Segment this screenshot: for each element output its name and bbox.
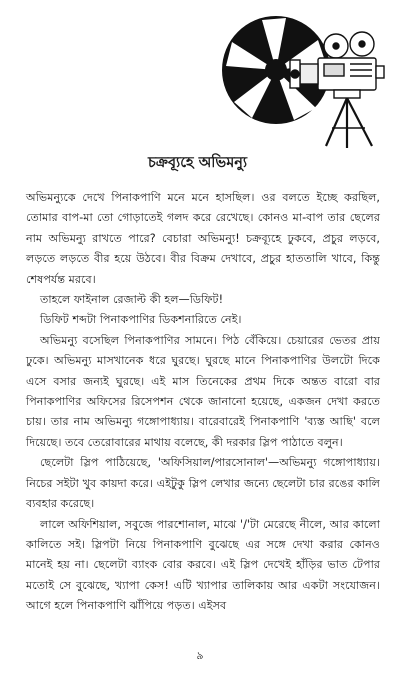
paragraph: অভিমন্যুকে দেখে পিনাকপাণি মনে মনে হাসছিল। ওর বলতে ইচ্ছে করছিল, তোমার বাপ-মা তো গোড়াতেই গলদ করে রেখেছে। কোনও মা-বাপ তার ছেলের নাম অভিমন্যু রাখতে পারে? বেচারা অভিমন্যু! চক্রব্যূহে ঢুকবে, প্রচুর লড়বে, লড়তে লড়তে বীর হয়ে উঠবে। বীর বিক্রম দেখাবে, প্রচুর হাততালি খাবে, কিন্তু শেষপর্যন্ত মরবে। xyxy=(26,191,380,286)
page-number: ৯ xyxy=(196,649,204,662)
camera-aperture-illustration xyxy=(222,10,388,150)
paragraph: লালে অফিশিয়াল, সবুজে পারশোনাল, মাঝে '/'টা মেরেছে নীলে, আর কালো কালিতে সই। স্লিপটা নিয়ে পিনাকপাণি বুঝেছে এর সঙ্গে দেখা করার কোনও মানেই হয় না। ছেলেটা ব্যাংক বোর করবে। এই স্লিপ দেখেই হাঁড়ির ভাত টেপার মতোই সে বুঝেছে, খ্যাপা কেস! এটি খ্যাপার তালিকায় আর একটা সংযোজন। আগে হলে পিনাকপাণি ঝাঁপিয়ে পড়ত। এইসব xyxy=(26,517,380,613)
paragraph: ছেলেটা স্লিপ পাঠিয়েছে, 'অফিসিয়াল/পারসোনাল'—অভিমন্যু গঙ্গোপাধ্যায়। নিচের সইটা খুব কায়দা করে। এইটুকু স্লিপ লেখার জন্যে ছেলেটা চার রঙের কালি ব্যবহার করেছে। xyxy=(26,456,380,511)
paragraph: ডিফিট শব্দটা পিনাকপাণির ডিকশনারিতে নেই। xyxy=(40,313,242,327)
chapter-title: চক্রব্যূহে অভিমন্যু xyxy=(148,155,248,171)
paragraph: তাহলে ফাইনাল রেজাল্ট কী হল—ডিফিট! xyxy=(40,293,224,307)
paragraph: অভিমন্যু বসেছিল পিনাকপাণির সামনে। পিঠ বেঁকিয়ে। চেয়ারের ভেতর প্রায় ঢুকে। অভিমন্যু মাসখানেক ধরে ঘুরছে। ঘুরছে মানে পিনাকপাণির উলটো দিকে এসে বসার জন্যই ঘুরছে। এই মাস তিনেকের প্রথম দিকে অন্তত বারো বার পিনাকপাণির অফিসের রিসেপশন থেকে জানানো হয়েছে, একজন দেখা করতে চায়। তার নাম অভিমন্যু গঙ্গোপাধ্যায়। বারেবারেই পিনাকপাণি 'ব্যস্ত আছি' বলে দিয়েছে। তবে তেরোবারের মাথায় বলেছে, কী দরকার স্লিপ পাঠাতে বলুন। xyxy=(26,333,380,449)
body-text xyxy=(26,188,380,617)
